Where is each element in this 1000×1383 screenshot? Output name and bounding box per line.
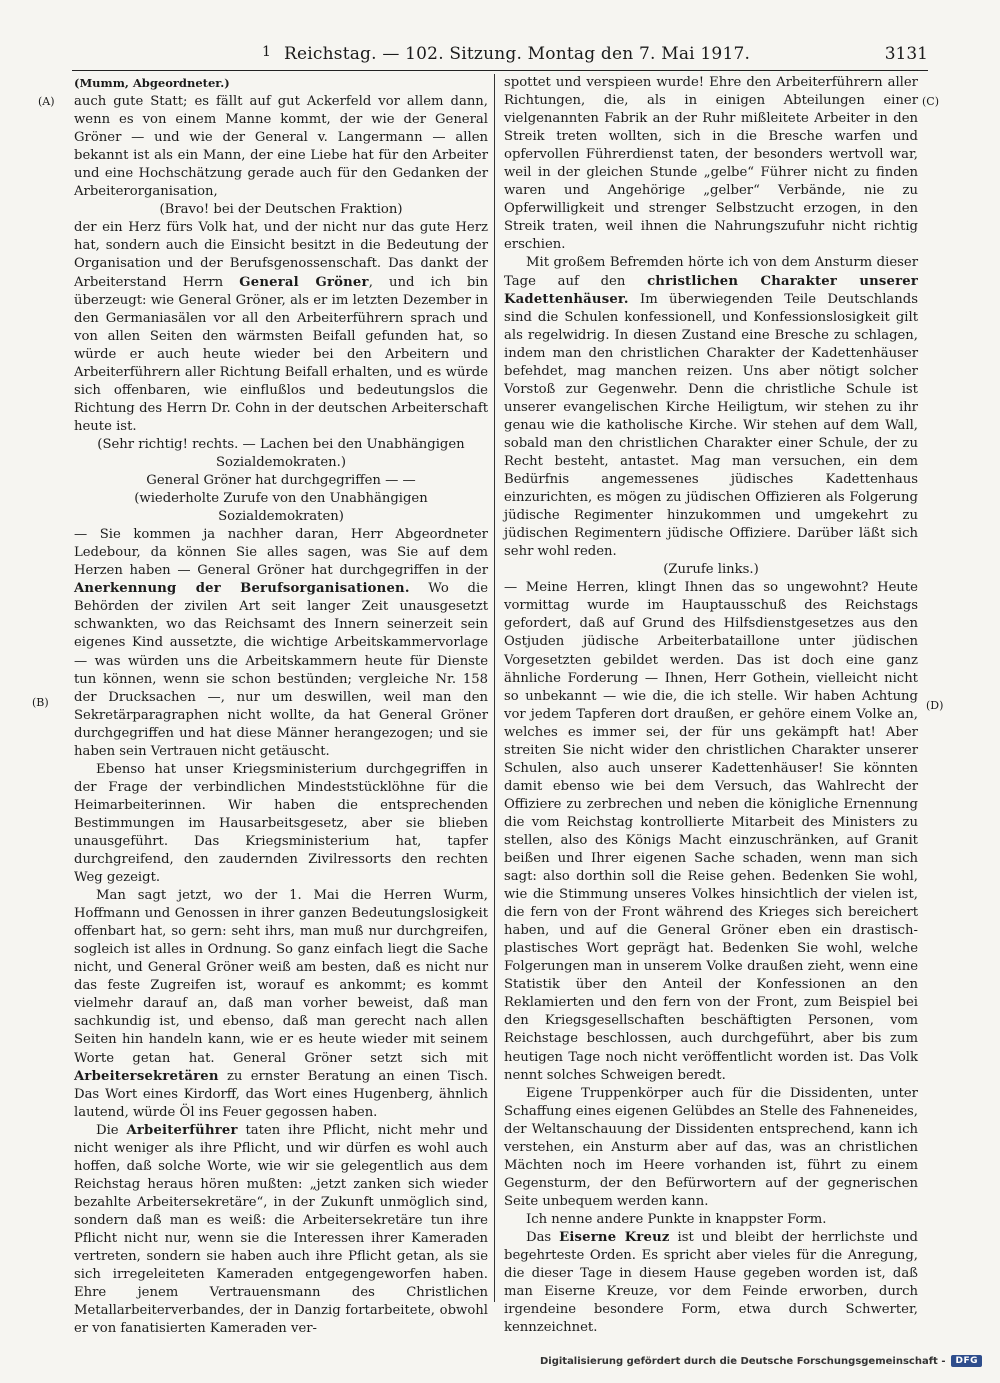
header-title: Reichstag. — 102. Sitzung. Montag den 7. Mai 1917. [284, 44, 751, 64]
header-rule [72, 70, 928, 71]
margin-mark-a: (A) [38, 95, 55, 108]
paragraph: Die Arbeiterführer taten ihre Pflicht, nicht mehr und nicht weniger als ihre Pflicht, und wir dürfen es wohl auch hoffen, daß solche Worte, wie wir sie gelegentlich aus dem Reichstag heraus hören mußten: „jetzt zanken sich wieder bezahlte Arbeitersekretäre“, in der Zukunft unmöglich sind, sondern daß man es weiß: die Arbeitersekretäre tun ihre Pflicht nicht nur, wenn sie die Interessen ihrer Kameraden vertreten, sondern sie haben auch ihre Pflicht getan, als sie sich irregeleiteten Kameraden entgegengeworfen haben. Ehre jenem Vertrauensmann des Christlichen Metallarbeiterverbandes, der in Danzig fortarbeitete, obwohl er von fanatisierten Kameraden ver- [74, 1122, 488, 1337]
paragraph: der ein Herz fürs Volk hat, und der nicht nur das gute Herz hat, sondern auch die Einsicht besitzt in die Bedeutung der Organisation und der Berufsgenossenschaft. Das dankt der Arbeiterstand Herrn General Gröner, und ich bin überzeugt: wie General Gröner, als er im letzten Dezember in den Germaniasälen vor all den Arbeiterführern sprach und von allen Seiten den wärmsten Beifall gefunden hat, so würde er auch heute wieder bei den Arbeitern und Arbeiterführern aller Richtung Beifall erhalten, und es würde sich offenbaren, wie einflußlos und bedeutungslos die Richtung des Herrn Dr. Cohn in der deutschen Arbeiterschaft heute ist. [74, 220, 488, 434]
paragraph: Man sagt jetzt, wo der 1. Mai die Herren Wurm, Hoffmann und Genossen in ihrer ganzen Bedeutungslosigkeit offenbart hat, so gern: seht ihrs, man muß nur durchgreifen, sogleich ist alles in Ordnung. So ganz einfach liegt die Sache nicht, und General Gröner weiß am besten, daß es nicht nur das feste Zugreifen ist, worauf es ankommt; es kommt vielmehr darauf an, daß man vorher beweist, daß man sachkundig ist, und ebenso, daß man gerecht nach allen Seiten hin handeln kann, wie er es heute wieder mit seinem Worte getan hat. General Gröner setzt sich mit Arbeitersekretären zu ernster Beratung an einen Tisch. Das Wort eines Kirdorff, das Wort eines Hugenberg, ähnlich lautend, würde Öl ins Feuer gegossen haben. [74, 888, 488, 1120]
page-number: 3131 [884, 44, 928, 64]
paragraph: auch gute Statt; es fällt auf gut Ackerfeld vor allem dann, wenn es von einem Manne kommt, der wie der General Gröner — und wie der General v. Langermann — allen bekannt ist als ein Mann, der eine Liebe hat für den Arbeiter und eine Hochschätzung gerade auch für den Gedanken der Arbeiterorganisation, [74, 94, 488, 200]
right-column [504, 74, 918, 1337]
dfg-logo: DFG [951, 1355, 982, 1367]
credit-text: Digitalisierung gefördert durch die Deutsche Forschungsgemeinschaft - [539, 1355, 946, 1367]
column-divider [494, 74, 495, 1302]
header-mark: 1 [262, 44, 271, 60]
speech-line: General Gröner hat durchgegriffen — — [146, 473, 416, 489]
emphasis: Eiserne Kreuz [559, 1230, 670, 1245]
paragraph: Ebenso hat unser Kriegsministerium durchgegriffen in der Frage der verbindlichen Mindeststücklöhne für die Heimarbeiterinnen. Wir haben die entsprechenden Bestimmungen im Hausarbeitsgesetz, aber sie blieben unausgeführt. Das Kriegsministerium hat, tapfer durchgreifend, den zaudernden Zivilressorts den rechten Weg gezeigt. [74, 761, 488, 886]
emphasis: christlichen Charakter unserer Kadettenhäuser. [504, 273, 918, 307]
paragraph: — Meine Herren, klingt Ihnen das so ungewohnt? Heute vormittag wurde im Hauptausschuß des Reichstags gefordert, daß auf Grund des Hilfsdienstgesetzes aus den Ostjuden jüdische Arbeiterbataillone unter jüdischen Vorgesetzten gebildet werden. Das ist doch eine ganz ähnliche Forderung — Ihnen, Herr Gothein, vielleicht nicht so unbekannt — wie die, die ich stelle. Wir haben Achtung vor jedem Tapferen dort draußen, er gehöre einem Volke an, welches es immer sei, der für uns gekämpft hat! Aber streiten Sie nicht wider den christlichen Charakter unserer Schulen, also auch unserer Kadettenhäuser! Sie könnten damit ebenso wie bei dem Versuch, das Wahlrecht der Offiziere zu zerbrechen und neben die königliche Ernennung die vom Reichstag kontrollierte Mitarbeit des Ministers zu stellen, also des Königs Macht einzuschränken, auf Granit beißen und Ihrer eigenen Sache schaden, wenn man sich sagt: also dorthin soll die Reise gehen. Bedenken Sie wohl, wie die Stimmung unseres Volkes hinsichtlich der vielen ist, die fern von der Front während des Krieges sich bereichert haben, und auf die General Gröner eben ein drastisch-plastisches Wort geprägt hat. Bedenken Sie wohl, welche Folgerungen man in unserem Volke draußen zieht, wenn eine Statistik über den Anteil der Konfessionen an den Reklamierten und den fern von der Front, zum Beispiel bei den Kriegsgesellschaften beschäftigten Personen, vom Reichstage beschlossen, auch durchgeführt, aber bis zum heutigen Tage noch nicht veröffentlicht worden ist. Das Volk nennt solches Schweigen beredt. [504, 580, 918, 1083]
paragraph: Mit großem Befremden hörte ich von dem Ansturm dieser Tage auf den christlichen Charakter unserer Kadettenhäuser. Im überwiegenden Teile Deutschlands sind die Schulen konfessionell, und Konfessionslosigkeit gilt als regelwidrig. In diesen Zustand eine Bresche zu schlagen, indem man den christlichen Charakter der Kadettenhäuser befehdet, mag manchen reizen. Uns aber nötigt solcher Vorstoß zur Gegenwehr. Denn die christliche Schule ist unserer evangelischen Kirche Heiligtum, wir stehen zu ihr genau wie die katholische Kirche. Wir stehen auf dem Wall, sobald man den christlichen Charakter einer Schule, der zu Recht besteht, antastet. Mag man versuchen, ein dem Bedürfnis angemessenes jüdisches Kadettenhaus einzurichten, es mögen zu jüdischen Offizieren als Folgerung jüdische Regimenter hinzukommen und umgekehrt zu jüdischen Regimentern jüdische Offiziere. Darüber läßt sich sehr wohl reden. [504, 255, 918, 560]
page-header [72, 44, 928, 68]
paragraph: Ich nenne andere Punkte in knappster Form. [526, 1211, 827, 1227]
interjection: (Sehr richtig! rechts. — Lachen bei den Unabhängigen Sozialdemokraten.) [97, 436, 465, 470]
paragraph: Eigene Truppenkörper auch für die Dissidenten, unter Schaffung eines eigenen Gelübdes an Stelle des Fahneneides, der Weltanschauung der Dissidenten entsprechend, kann ich verstehen, ein Ansturm aber auf das, was an christlichen Mächten noch im Heere vorhanden ist, führt zu einem Gegensturm, der den Befürwortern auf der gegnerischen Seite unbequem werden kann. [504, 1085, 918, 1209]
emphasis: Anerkennung der Berufsorganisationen. [74, 581, 410, 597]
emphasis: Arbeitersekretären [74, 1068, 219, 1084]
speaker-label: (Mumm, Abgeordneter.) [74, 76, 230, 90]
margin-mark-d: (D) [926, 699, 944, 712]
emphasis: General Gröner [239, 274, 369, 290]
emphasis: Arbeiterführer [126, 1122, 238, 1138]
interjection: (Zurufe links.) [663, 562, 759, 578]
interjection: (wiederholte Zurufe von den Unabhängigen Sozialdemokraten) [134, 491, 428, 525]
paragraph: Das Eiserne Kreuz ist und bleibt der herrlichste und begehrteste Orden. Es spricht aber vieles für die Anregung, die dieser Tage in diesem Hause gegeben worden ist, daß man Eiserne Kreuze, vor dem Feinde erworben, durch irgendeine besondere Form, etwa durch Schwerter, kennzeichnet. [504, 1230, 919, 1336]
margin-mark-b: (B) [32, 696, 49, 709]
margin-mark-c: (C) [922, 95, 939, 108]
interjection: (Bravo! bei der Deutschen Fraktion) [159, 202, 403, 218]
paragraph: — Sie kommen ja nachher daran, Herr Abgeordneter Ledebour, da können Sie alles sagen, was Sie auf dem Herzen haben — General Gröner hat durchgegriffen in der Anerkennung der Berufsorganisationen. Wo die Behörden der zivilen Art seit langer Zeit unausgesetzt schwankten, wo das Reichsamt des Innern seinerzeit sein eigenes Kind aussetzte, die wichtige Arbeitskammervorlage — was würden uns die Arbeitskammern heute für Dienste tun können, wenn sie schon bestünden; vergleiche Nr. 158 der Drucksachen —, nur um deswillen, weil man den Sekretärparagraphen nicht wollte, da hat General Gröner durchgegriffen und hat diese Männer herangezogen; und sie haben sein Vertrauen nicht getäuscht. [74, 527, 488, 759]
digitization-credit [540, 1355, 982, 1367]
paragraph: spottet und verspieen wurde! Ehre den Arbeiterführern aller Richtungen, die, als in einigen Abteilungen einer vielgenannten Fabrik an der Ruhr mißleitete Arbeiter in den Streik treten wollten, sich in die Bresche warfen und opfervollen Führerdienst taten, der besonders wertvoll war, weil in der gleichen Stunde „gelbe“ Führer nicht zu finden waren und Angehörige „gelber“ Verbände, nie zu Opferwilligkeit und strenger Selbstzucht erzogen, in den Streik traten, weil ihnen die Nahrungszufuhr nicht richtig erschien. [504, 75, 918, 253]
left-column [74, 74, 488, 1338]
